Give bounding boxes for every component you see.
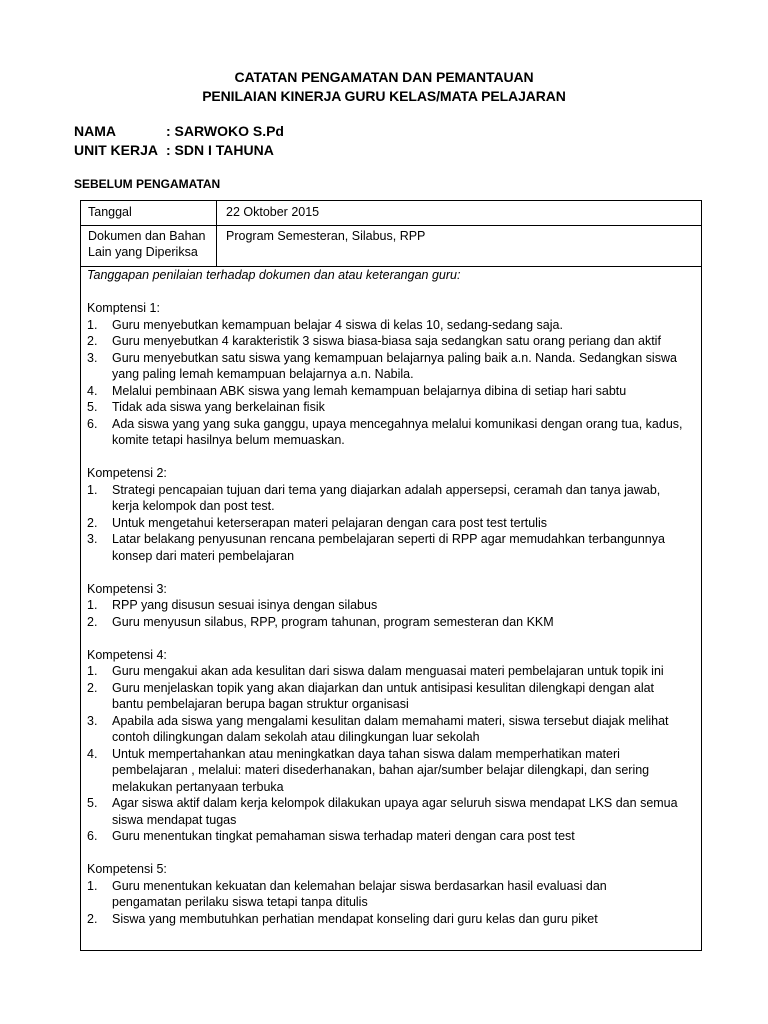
competency-title: Kompetensi 4:: [87, 647, 167, 662]
item-text-line: Melalui pembinaan ABK siswa yang lemah kemampuan belajarnya dibina di setiap hari sabtu: [112, 383, 627, 398]
list-item: [87, 317, 699, 334]
item-number: 3.: [87, 532, 98, 546]
item-text-line: Guru menyusun silabus, RPP, program tahunan, program semesteran dan KKM: [112, 614, 554, 629]
list-item: [87, 911, 699, 928]
item-text-line: pengamatan perilaku siswa tetapi tanpa ditulis: [112, 895, 368, 909]
item-text-line: Ada siswa yang yang suka ganggu, upaya mencegahnya melalui komunikasi dengan orang tua, kadus,: [112, 416, 683, 431]
item-number: 2.: [87, 334, 98, 348]
competency-list: [87, 300, 699, 927]
item-text-line: komite tetapi hasilnya belum memuaskan.: [112, 433, 345, 447]
competency-section: [87, 581, 699, 631]
item-number: 1.: [87, 598, 98, 612]
list-item: [87, 531, 699, 564]
tanggal-row: [81, 201, 701, 226]
nama-label: NAMA: [74, 123, 116, 139]
item-number: 4.: [87, 383, 98, 398]
item-number: 3.: [87, 713, 98, 728]
item-number: 2.: [87, 515, 98, 530]
item-text-line: Guru menentukan tingkat pemahaman siswa terhadap materi dengan cara post test: [112, 829, 575, 843]
list-item: [87, 482, 699, 515]
competency-title: Komptensi 1:: [87, 301, 160, 315]
competency-items: [87, 663, 699, 845]
unit-kerja-label: UNIT KERJA: [74, 142, 159, 158]
document-title-line2: PENILAIAN KINERJA GURU KELAS/MATA PELAJARAN: [202, 88, 566, 104]
list-item: [87, 795, 699, 828]
item-text-line: Siswa yang membutuhkan perhatian mendapat konseling dari guru kelas dan guru piket: [112, 911, 598, 926]
dokumen-value: Program Semesteran, Silabus, RPP: [226, 229, 426, 243]
item-text-line: Untuk mempertahankan atau meningkatkan daya tahan siswa dalam memperhatikan materi: [112, 746, 620, 761]
competency-items: [87, 317, 699, 449]
item-text-line: melakukan pertanyaan terbuka: [112, 779, 284, 794]
list-item: [87, 597, 699, 614]
item-number: 3.: [87, 350, 98, 365]
dokumen-label-line1: Dokumen dan Bahan: [88, 229, 206, 243]
list-item: [87, 416, 699, 449]
item-text-line: Guru menyebutkan satu siswa yang kemampuan belajarnya paling baik a.n. Nanda. Sedangkan siswa: [112, 350, 677, 365]
competency-title: Kompetensi 2:: [87, 466, 167, 480]
item-text-line: konsep dari materi pembelajaran: [112, 548, 295, 563]
item-text-line: Guru menentukan kekuatan dan kelemahan belajar siswa berdasarkan hasil evaluasi dan: [112, 878, 607, 893]
item-text-line: yang paling lemah kemampuan belajarnya a.n. Nabila.: [112, 367, 414, 381]
item-text-line: pembelajaran , melalui: materi disederhanakan, bahan ajar/sumber belajar dilengkapi, dan sering: [112, 763, 650, 777]
item-number: 2.: [87, 911, 98, 926]
list-item: [87, 828, 699, 845]
item-text-line: RPP yang disusun sesuai isinya dengan silabus: [112, 598, 378, 612]
item-number: 2.: [87, 614, 98, 629]
dokumen-label: [81, 225, 217, 266]
document-title-line1: CATATAN PENGAMATAN DAN PEMANTAUAN: [234, 69, 534, 85]
unit-kerja-row: [74, 142, 274, 158]
list-item: [87, 333, 699, 350]
item-number: 5.: [87, 796, 98, 810]
list-item: [87, 350, 699, 383]
item-number: 6.: [87, 416, 98, 431]
competency-section: [87, 300, 699, 449]
item-number: 6.: [87, 829, 98, 843]
tanggal-label: Tanggal: [81, 201, 217, 225]
item-number: 1.: [87, 878, 98, 893]
dokumen-label-line2: Lain yang Diperiksa: [88, 245, 198, 259]
item-text-line: Guru mengakui akan ada kesulitan dari siswa dalam menguasai materi pembelajaran untuk topik ini: [112, 664, 664, 678]
competency-section: [87, 465, 699, 564]
competency-section: [87, 861, 699, 927]
section-title: SEBELUM PENGAMATAN: [74, 177, 221, 191]
item-text-line: Latar belakang penyusunan rencana pembelajaran seperti di RPP agar memudahkan terbangunnya: [112, 532, 665, 546]
list-item: [87, 515, 699, 532]
nama-row: [74, 123, 284, 139]
list-item: [87, 746, 699, 796]
observation-table: [80, 200, 702, 951]
competency-items: [87, 878, 699, 928]
item-text-line: kerja kelompok dan post test.: [112, 499, 275, 513]
list-item: [87, 663, 699, 680]
item-text-line: Guru menyebutkan 4 karakteristik 3 siswa biasa-biasa saja sedangkan satu orang periang dan aktif: [112, 334, 661, 348]
nama-value: : SARWOKO S.Pd: [166, 123, 284, 139]
item-number: 1.: [87, 664, 98, 678]
item-text-line: Agar siswa aktif dalam kerja kelompok dilakukan upaya agar seluruh siswa mendapat LKS dan semua: [112, 796, 678, 810]
competency-section: [87, 647, 699, 845]
competency-items: [87, 597, 699, 630]
item-number: 5.: [87, 400, 98, 414]
unit-kerja-value: : SDN I TAHUNA: [166, 142, 274, 158]
competency-items: [87, 482, 699, 565]
item-text-line: Guru menjelaskan topik yang akan diajarkan dan untuk antisipasi kesulitan dilengkapi dengan alat: [112, 680, 655, 695]
item-number: 2.: [87, 680, 98, 695]
item-text-line: Strategi pencapaian tujuan dari tema yang diajarkan adalah appersepsi, ceramah dan tanya jawab,: [112, 482, 661, 497]
competency-title: Kompetensi 3:: [87, 581, 167, 596]
item-text-line: Guru menyebutkan kemampuan belajar 4 siswa di kelas 10, sedang-sedang saja.: [112, 317, 563, 332]
item-text-line: siswa mendapat tugas: [112, 812, 237, 827]
item-text-line: Untuk mengetahui keterserapan materi pelajaran dengan cara post test tertulis: [112, 515, 547, 530]
response-body: [87, 266, 699, 927]
item-number: 1.: [87, 317, 98, 332]
item-number: 1.: [87, 482, 98, 497]
item-text-line: contoh dilingkungan dalam sekolah atau dilingkungan luar sekolah: [112, 730, 480, 744]
list-item: [87, 713, 699, 746]
item-text-line: Apabila ada siswa yang mengalami kesulitan dalam memahami materi, siswa tersebut diajak melihat: [112, 713, 669, 728]
list-item: [87, 680, 699, 713]
list-item: [87, 383, 699, 400]
intro-text: Tanggapan penilaian terhadap dokumen dan atau keterangan guru:: [87, 268, 461, 282]
list-item: [87, 399, 699, 416]
competency-title: Kompetensi 5:: [87, 862, 167, 876]
item-text-line: bantu pembelajaran berupa bagan struktur organisasi: [112, 697, 409, 711]
list-item: [87, 878, 699, 911]
list-item: [87, 614, 699, 631]
item-text-line: Tidak ada siswa yang berkelainan fisik: [112, 400, 325, 414]
dokumen-row: [81, 225, 701, 267]
item-number: 4.: [87, 746, 98, 761]
tanggal-value: 22 Oktober 2015: [226, 205, 320, 219]
